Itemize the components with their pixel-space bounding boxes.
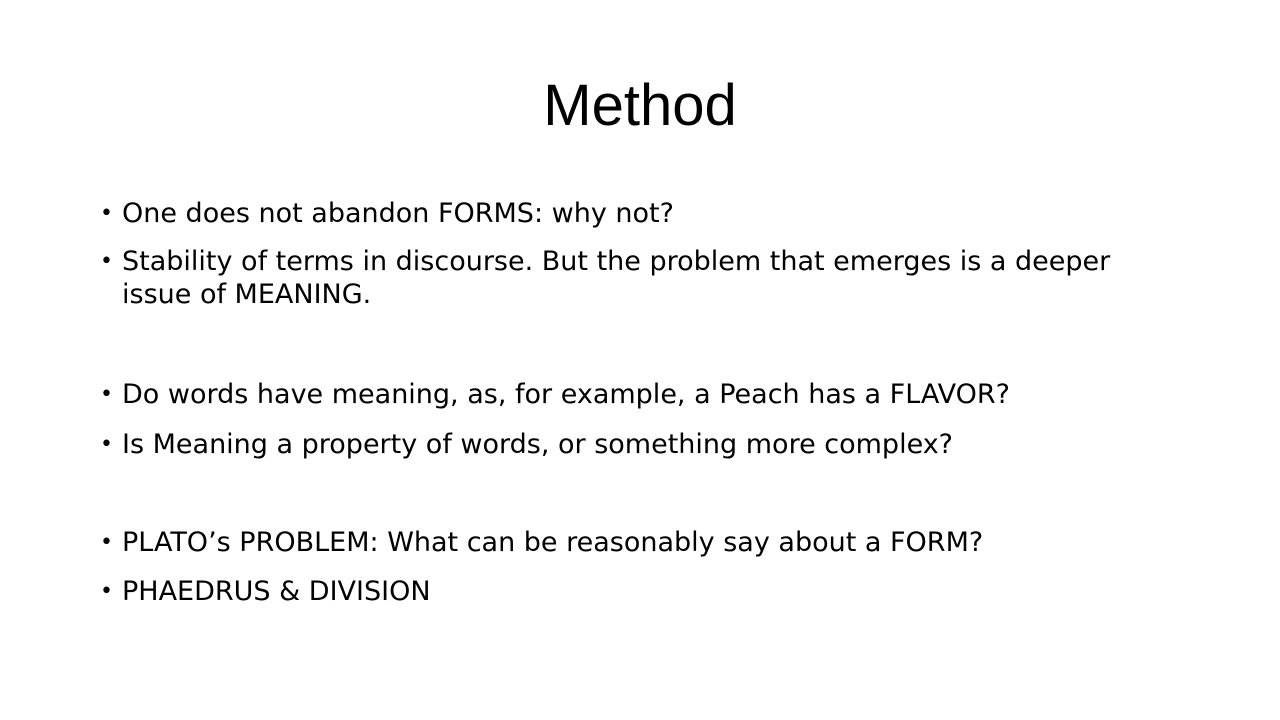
bullet-text: PLATO’s PROBLEM: What can be reasonably say about a FORM? bbox=[122, 527, 984, 558]
bullet-text: Do words have meaning, as, for example, a Peach has a FLAVOR? bbox=[122, 379, 1010, 410]
bullet-item bbox=[100, 575, 1180, 608]
bullet-text: Is Meaning a property of words, or something more complex? bbox=[122, 429, 954, 460]
bullet-text: PHAEDRUS & DIVISION bbox=[122, 576, 431, 607]
bullet-item bbox=[100, 526, 1180, 559]
bullet-text: One does not abandon FORMS: why not? bbox=[122, 198, 674, 229]
slide-title: Method bbox=[543, 73, 737, 138]
bullet-text: Stability of terms in discourse. But the problem that emerges is a deeper issue of MEANING. bbox=[122, 246, 1111, 310]
bullet-item bbox=[100, 378, 1180, 411]
bullet-marker: • bbox=[100, 530, 113, 555]
bullet-marker: • bbox=[100, 249, 113, 274]
bullet-item bbox=[100, 197, 1180, 230]
bullet-item bbox=[100, 428, 1180, 461]
bullet-marker: • bbox=[100, 432, 113, 457]
bullet-item bbox=[100, 245, 1180, 311]
bullet-marker: • bbox=[100, 201, 113, 226]
bullet-marker: • bbox=[100, 382, 113, 407]
bullet-marker: • bbox=[100, 579, 113, 604]
